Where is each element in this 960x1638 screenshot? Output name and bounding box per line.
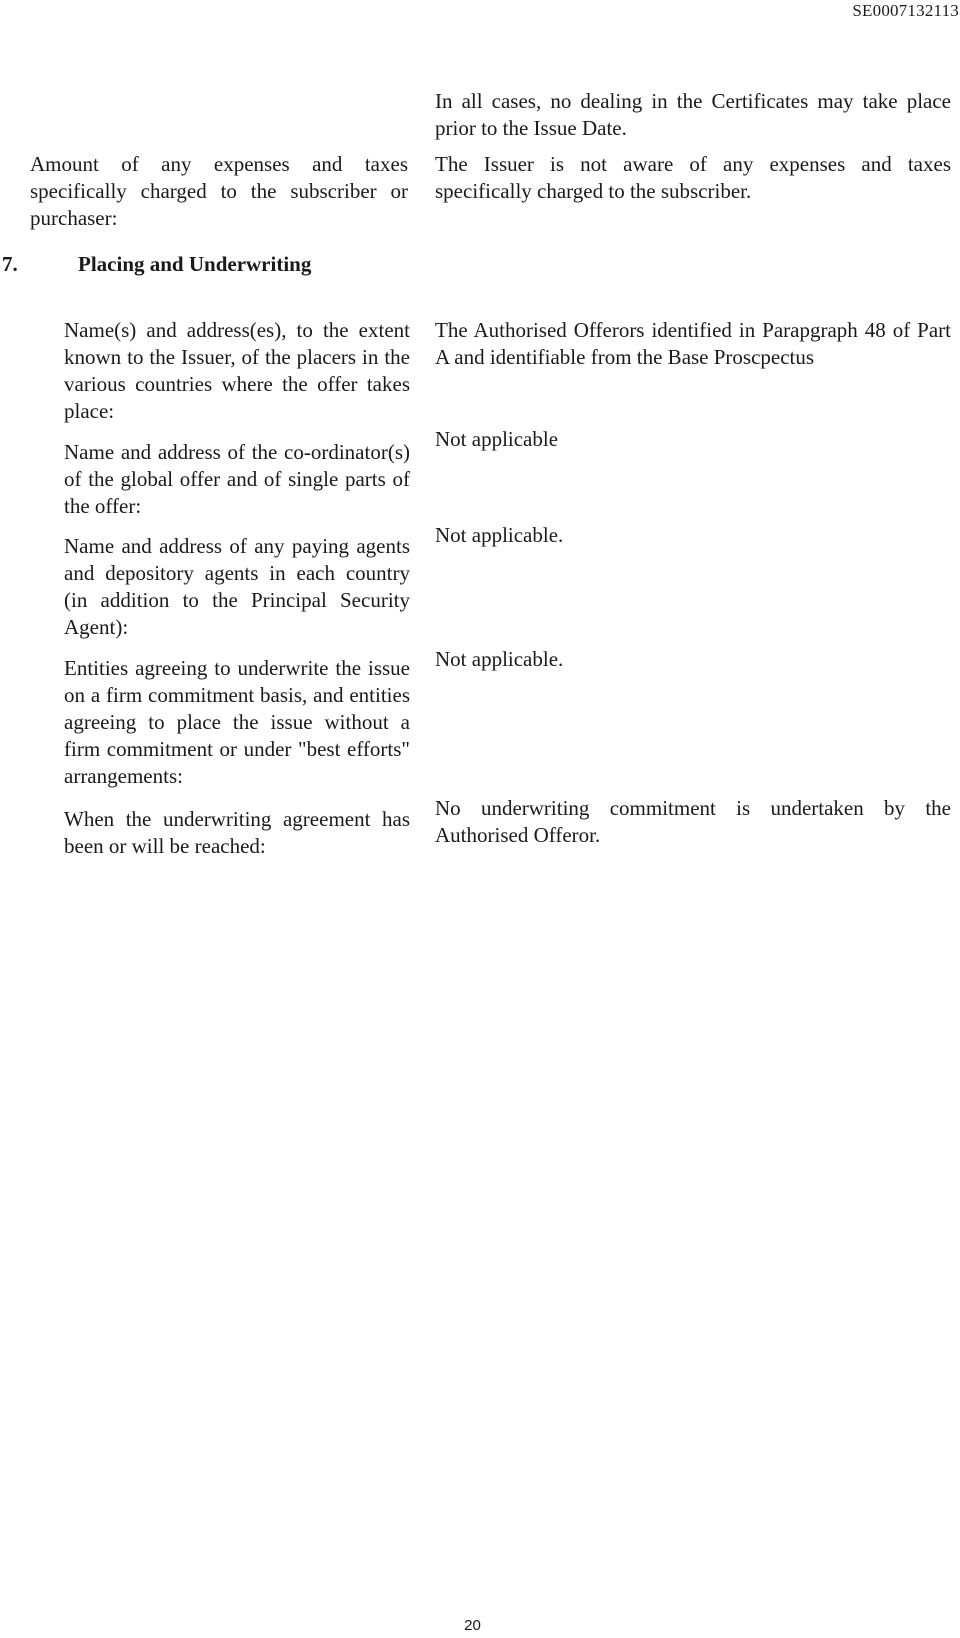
underwriters-label: Entities agreeing to underwrite the issue on a firm commitment basis, and entities agreeing to place the issue without a firm commitment or under "best efforts" arrangements: <box>64 656 410 788</box>
section-number: 7. <box>2 252 18 276</box>
coordinator-label: Name and address of the co-ordinator(s) of the global offer and of single parts of the offer: <box>64 440 410 518</box>
placers-value: The Authorised Offerors identified in Parapgraph 48 of Part A and identifiable from the Base Proscpectus <box>435 318 951 369</box>
document-id: SE0007132113 <box>852 1 959 20</box>
expenses-value: The Issuer is not aware of any expenses and taxes specifically charged to the subscriber. <box>435 152 951 203</box>
dealing-note: In all cases, no dealing in the Certificates may take place prior to the Issue Date. <box>435 89 951 140</box>
section-title: Placing and Underwriting <box>78 252 312 276</box>
placers-label: Name(s) and address(es), to the extent known to the Issuer, of the placers in the various countries where the offer takes place: <box>64 318 410 423</box>
underwriters-value: Not applicable. <box>435 647 564 671</box>
paying-agents-value: Not applicable. <box>435 523 564 547</box>
page-number: 20 <box>464 1617 481 1634</box>
section-heading <box>2 251 311 278</box>
underwriting-agreement-label: When the underwriting agreement has been or will be reached: <box>64 807 410 858</box>
coordinator-value: Not applicable <box>435 427 559 451</box>
expenses-label: Amount of any expenses and taxes specifically charged to the subscriber or purchaser: <box>30 152 408 230</box>
underwriting-agreement-value: No underwriting commitment is undertaken by the Authorised Offeror. <box>435 796 951 847</box>
paying-agents-label: Name and address of any paying agents and depository agents in each country (in addition to the Principal Security Agent): <box>64 534 410 639</box>
